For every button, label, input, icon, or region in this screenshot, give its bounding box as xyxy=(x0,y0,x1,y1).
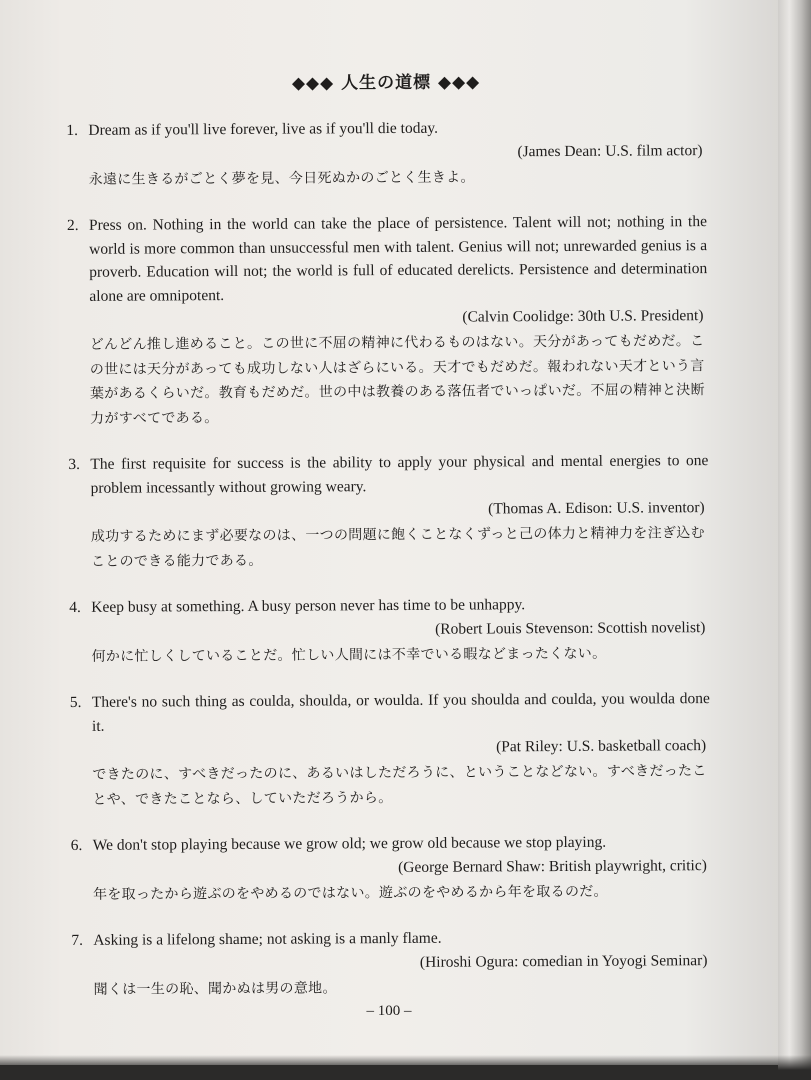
quote-number: 3. xyxy=(68,455,81,473)
quote-author: (Calvin Coolidge: 30th U.S. President) xyxy=(462,307,704,326)
quote-japanese: 年を取ったから遊ぶのをやめるのではない。遊ぶのをやめるから年を取るのだ。 xyxy=(92,883,608,903)
quote-english xyxy=(68,449,708,500)
quote-text: The first requisite for success is the ability to apply your physical and mental energies to one problem incessantly without growing weary. xyxy=(90,452,709,497)
quote-japanese: 聞くは一生の恥、聞かぬは男の意地。 xyxy=(93,979,337,998)
quote-japanese: 永遠に生きるがごとく夢を見、今日死ぬかのごとく生きよ。 xyxy=(88,169,475,188)
quote-number: 4. xyxy=(69,598,81,616)
quote-english xyxy=(70,687,710,738)
quote-text: We don't stop playing because we grow old; we grow old because we stop playing. xyxy=(92,833,607,854)
quote-text: Asking is a lifelong shame; not asking is a manly flame. xyxy=(93,929,442,949)
quote-author: (Thomas A. Edison: U.S. inventor) xyxy=(488,499,705,518)
quote-japanese: 何かに忙しくしていることだ。忙しい人間には不幸でいる暇などまったくない。 xyxy=(91,645,607,665)
quote-number: 7. xyxy=(71,931,83,949)
page-heading: ◆◆◆ 人生の道標 ◆◆◆ xyxy=(291,72,481,94)
quote-number: 5. xyxy=(69,693,82,711)
quote-item xyxy=(70,687,711,812)
quote-text: Dream as if you'll live forever, live as if you'll die today. xyxy=(88,119,439,139)
quote-item xyxy=(67,210,708,431)
quote-item xyxy=(71,830,711,907)
quote-number: 1. xyxy=(66,121,79,139)
quote-author: (George Bernard Shaw: British playwright, critic) xyxy=(398,856,707,876)
quote-item xyxy=(68,449,709,574)
quote-text: Keep busy at something. A busy person never has time to be unhappy. xyxy=(91,596,526,616)
quote-text: Press on. Nothing in the world can take the place of persistence. Talent will not; nothing in the world is more common than unsuccessful men with talent. Genius will not; unrewarded genius is a proverb. Education will not; the world is full of educated derelicts. Persistence and determination alone are omnipotent. xyxy=(88,213,708,305)
quote-english xyxy=(67,210,708,308)
quote-japanese: できたのに、すべきだったのに、あるいはしただろうに、ということなどない。すべきだったことや、できたことなら、していただろうから。 xyxy=(92,763,707,808)
quote-japanese: どんどん推し進めること。この世に不屈の精神に代わるものはない。天分があってもだめだ。この世には天分があっても成功しない人はざらにいる。天才でもだめだ。報われない天才という言葉があるくらいだ。教育もだめだ。世の中は教養のある落伍者でいっぱいだ。不屈の精神と決断力がすべてである。 xyxy=(89,333,705,427)
quote-item xyxy=(69,592,709,669)
page-content xyxy=(66,66,712,1024)
bottom-shadow xyxy=(0,1055,811,1080)
quote-text: There's no such thing as coulda, shoulda, or woulda. If you shoulda and coulda, you woulda done it. xyxy=(91,690,710,735)
quote-author: (Pat Riley: U.S. basketball coach) xyxy=(496,737,707,756)
quote-author: (Robert Louis Stevenson: Scottish novelist) xyxy=(434,618,706,638)
quote-item xyxy=(71,925,711,1002)
page-number: – 100 – xyxy=(366,1003,412,1019)
book-spine-edge xyxy=(778,0,811,1080)
quote-author: (James Dean: U.S. film actor) xyxy=(517,141,703,160)
quote-number: 2. xyxy=(66,216,79,234)
quote-japanese: 成功するためにまず必要なのは、一つの問題に飽くことなくずっと己の体力と精神力を注ぎ込むことのできる能力である。 xyxy=(90,525,705,570)
quote-author: (Hiroshi Ogura: comedian in Yoyogi Seminar) xyxy=(419,951,708,971)
quote-item xyxy=(66,115,706,192)
quote-number: 6. xyxy=(70,836,83,854)
